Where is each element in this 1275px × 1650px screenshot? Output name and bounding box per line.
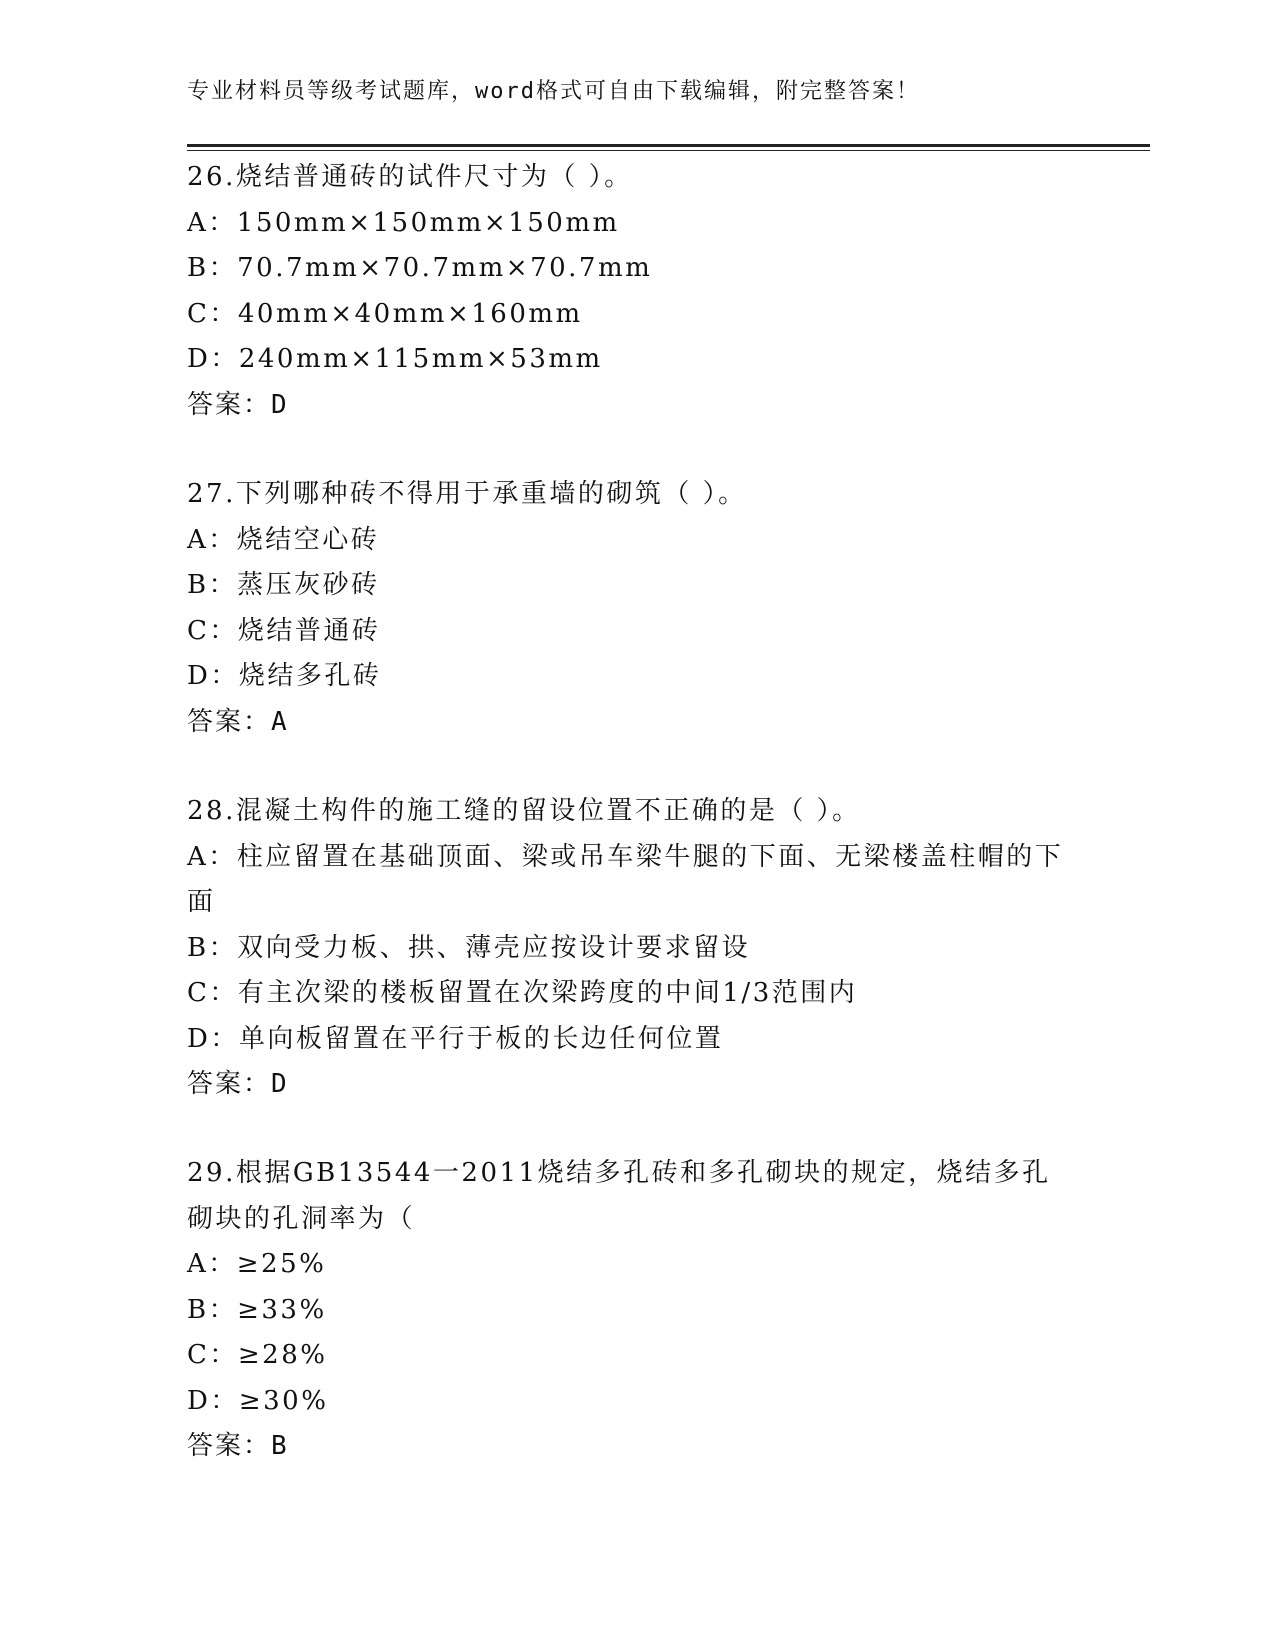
option-d: D：单向板留置在平行于板的长边任何位置 <box>187 1023 724 1054</box>
option-b: B：70.7mm×70.7mm×70.7mm <box>187 253 653 283</box>
option-a: A：柱应留置在基础顶面、梁或吊车梁牛腿的下面、无梁楼盖柱帽的下面 <box>187 841 1064 917</box>
answer-label: 答案：D <box>187 1069 289 1099</box>
question-stem: 26.烧结普通砖的试件尺寸为（ ）。 <box>187 162 633 192</box>
question-stem: 28.混凝土构件的施工缝的留设位置不正确的是（ ）。 <box>187 796 861 826</box>
question-26 <box>187 155 1077 428</box>
option-b: B：蒸压灰砂砖 <box>187 570 380 600</box>
answer-label: 答案：A <box>187 706 289 737</box>
option-d: D：烧结多孔砖 <box>187 661 382 691</box>
option-d: D：240mm×115mm×53mm <box>187 344 603 374</box>
option-c: C：≥28% <box>187 1340 328 1370</box>
page-header: 专业材料员等级考试题库，word格式可自由下载编辑，附完整答案！ <box>187 79 920 104</box>
header-divider-thick <box>187 144 1150 147</box>
header-divider-thin <box>187 150 1150 151</box>
option-a: A：烧结空心砖 <box>187 524 380 555</box>
option-a: A：≥25% <box>187 1249 327 1279</box>
option-d: D：≥30% <box>187 1385 329 1416</box>
option-c: C：烧结普通砖 <box>187 615 381 646</box>
question-29 <box>187 1151 1077 1470</box>
question-stem: 29.根据GB13544一2011烧结多孔砖和多孔砌块的规定，烧结多孔砌块的孔洞率为（ <box>187 1158 1051 1234</box>
question-28 <box>187 789 1077 1108</box>
option-b: B：≥33% <box>187 1294 327 1325</box>
question-stem: 27.下列哪种砖不得用于承重墙的砌筑（ ）。 <box>187 479 747 509</box>
answer-label: 答案：B <box>187 1431 289 1461</box>
answer-label: 答案：D <box>187 389 289 420</box>
option-a: A：150mm×150mm×150mm <box>187 207 620 238</box>
question-27 <box>187 472 1077 745</box>
option-c: C：有主次梁的楼板留置在次梁跨度的中间1/3范围内 <box>187 978 858 1008</box>
option-b: B：双向受力板、拱、薄壳应按设计要求留设 <box>187 932 751 963</box>
option-c: C：40mm×40mm×160mm <box>187 298 583 329</box>
